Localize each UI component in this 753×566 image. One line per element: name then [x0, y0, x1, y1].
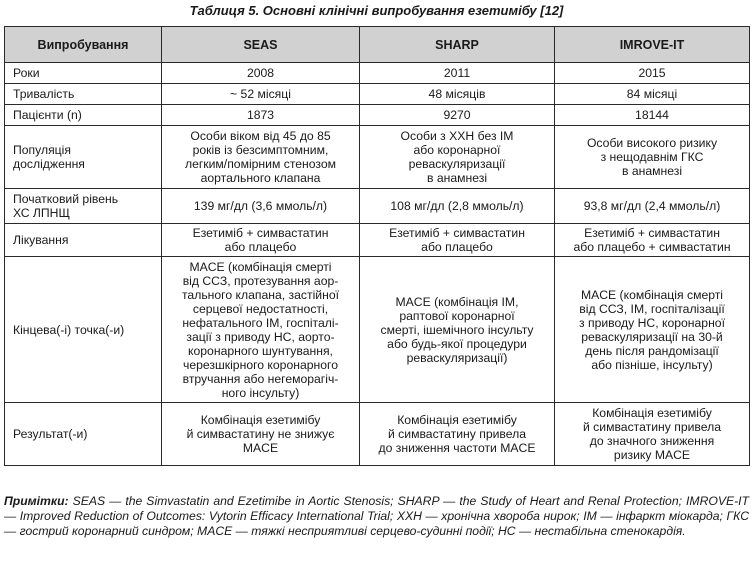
table-row	[5, 63, 750, 84]
table-row	[5, 403, 750, 466]
table-cell: Езетиміб + симвастатин або плацебо	[162, 224, 360, 257]
table-cell: 2015	[555, 63, 750, 84]
row-label: Результат(-и)	[5, 403, 162, 466]
table-cell: Комбінація езетимібу й симвастатину не знижує MACE	[162, 403, 360, 466]
table-cell: Комбінація езетимібу й симвастатину привела до зниження частоти MACE	[360, 403, 555, 466]
table-cell: 1873	[162, 105, 360, 126]
table-cell: Езетиміб + симвастатин або плацебо	[360, 224, 555, 257]
table-row	[5, 224, 750, 257]
header-cell-improve-it: IMROVE-IT	[555, 27, 750, 63]
notes-label: Примітки:	[4, 494, 69, 508]
trials-table	[4, 26, 750, 466]
header-cell-sharp: SHARP	[360, 27, 555, 63]
table-cell: ~ 52 місяці	[162, 84, 360, 105]
table-caption: Таблиця 5. Основні клінічні випробування езетимібу [12]	[189, 3, 564, 18]
table-cell: Особи з ХХН без ІМ або коронарної реваскуляризації в анамнезі	[360, 126, 555, 189]
table-row	[5, 257, 750, 403]
table-notes	[4, 494, 749, 539]
table-cell: MACE (комбінація смерті від ССЗ, протезування аор- тального клапана, застійної серцевої недостатності, нефатального ІМ, госпіталі- зації з приводу НС, аорто- коронарного шунтування, черезшкірного коронарного втручання або негеморагіч- ного інсульту)	[162, 257, 360, 403]
table-cell: 48 місяців	[360, 84, 555, 105]
header-cell-trial: Випробування	[5, 27, 162, 63]
table-cell: 93,8 мг/дл (2,4 ммоль/л)	[555, 189, 750, 224]
table-row	[5, 189, 750, 224]
table-cell: 139 мг/дл (3,6 ммоль/л)	[162, 189, 360, 224]
table-cell: Комбінація езетимібу й симвастатину привела до значного зниження ризику MACE	[555, 403, 750, 466]
table-row	[5, 84, 750, 105]
table-cell: 18144	[555, 105, 750, 126]
table-cell: 108 мг/дл (2,8 ммоль/л)	[360, 189, 555, 224]
row-label: Кінцева(-і) точка(-и)	[5, 257, 162, 403]
table-cell: 2008	[162, 63, 360, 84]
table-row	[5, 105, 750, 126]
table-cell: 2011	[360, 63, 555, 84]
header-row	[5, 27, 750, 63]
row-label: Роки	[5, 63, 162, 84]
table-row	[5, 126, 750, 189]
row-label: Лікування	[5, 224, 162, 257]
table-cell: Езетиміб + симвастатин або плацебо + симвастатин	[555, 224, 750, 257]
row-label: Початковий рівень ХС ЛПНЩ	[5, 189, 162, 224]
header-cell-seas: SEAS	[162, 27, 360, 63]
row-label: Пацієнти (n)	[5, 105, 162, 126]
table-cell: MACE (комбінація смерті від ССЗ, ІМ, госпіталізації з приводу НС, коронарної реваскуляризації на 30-й день після рандомізації або пізніше, інсульту)	[555, 257, 750, 403]
table-cell: MACE (комбінація ІМ, раптової коронарної смерті, ішемічного інсульту або будь-якої процедури реваскуляризації)	[360, 257, 555, 403]
notes-text: SEAS — the Simvastatin and Ezetimibe in Aortic Stenosis; SHARP — the Study of Heart and Renal Protection; IMROVE-IT — Improved Reduction of Outcomes: Vytorin Efficacy International Trial; ХХН — хронічна хвороба нирок; ІМ — інфаркт міокарда; ГКС — гострий коронарний синдром; MACE — тяжкі несприятливі серцево-судинні події; НС — нестабільна стенокардія.	[4, 494, 749, 538]
table-cell: 9270	[360, 105, 555, 126]
table-cell: Особи віком від 45 до 85 років із безсимптомним, легким/помірним стенозом аортального клапана	[162, 126, 360, 189]
table-cell: Особи високого ризику з нещодавнім ГКС в анамнезі	[555, 126, 750, 189]
row-label: Тривалість	[5, 84, 162, 105]
row-label: Популяція дослідження	[5, 126, 162, 189]
table-cell: 84 місяці	[555, 84, 750, 105]
